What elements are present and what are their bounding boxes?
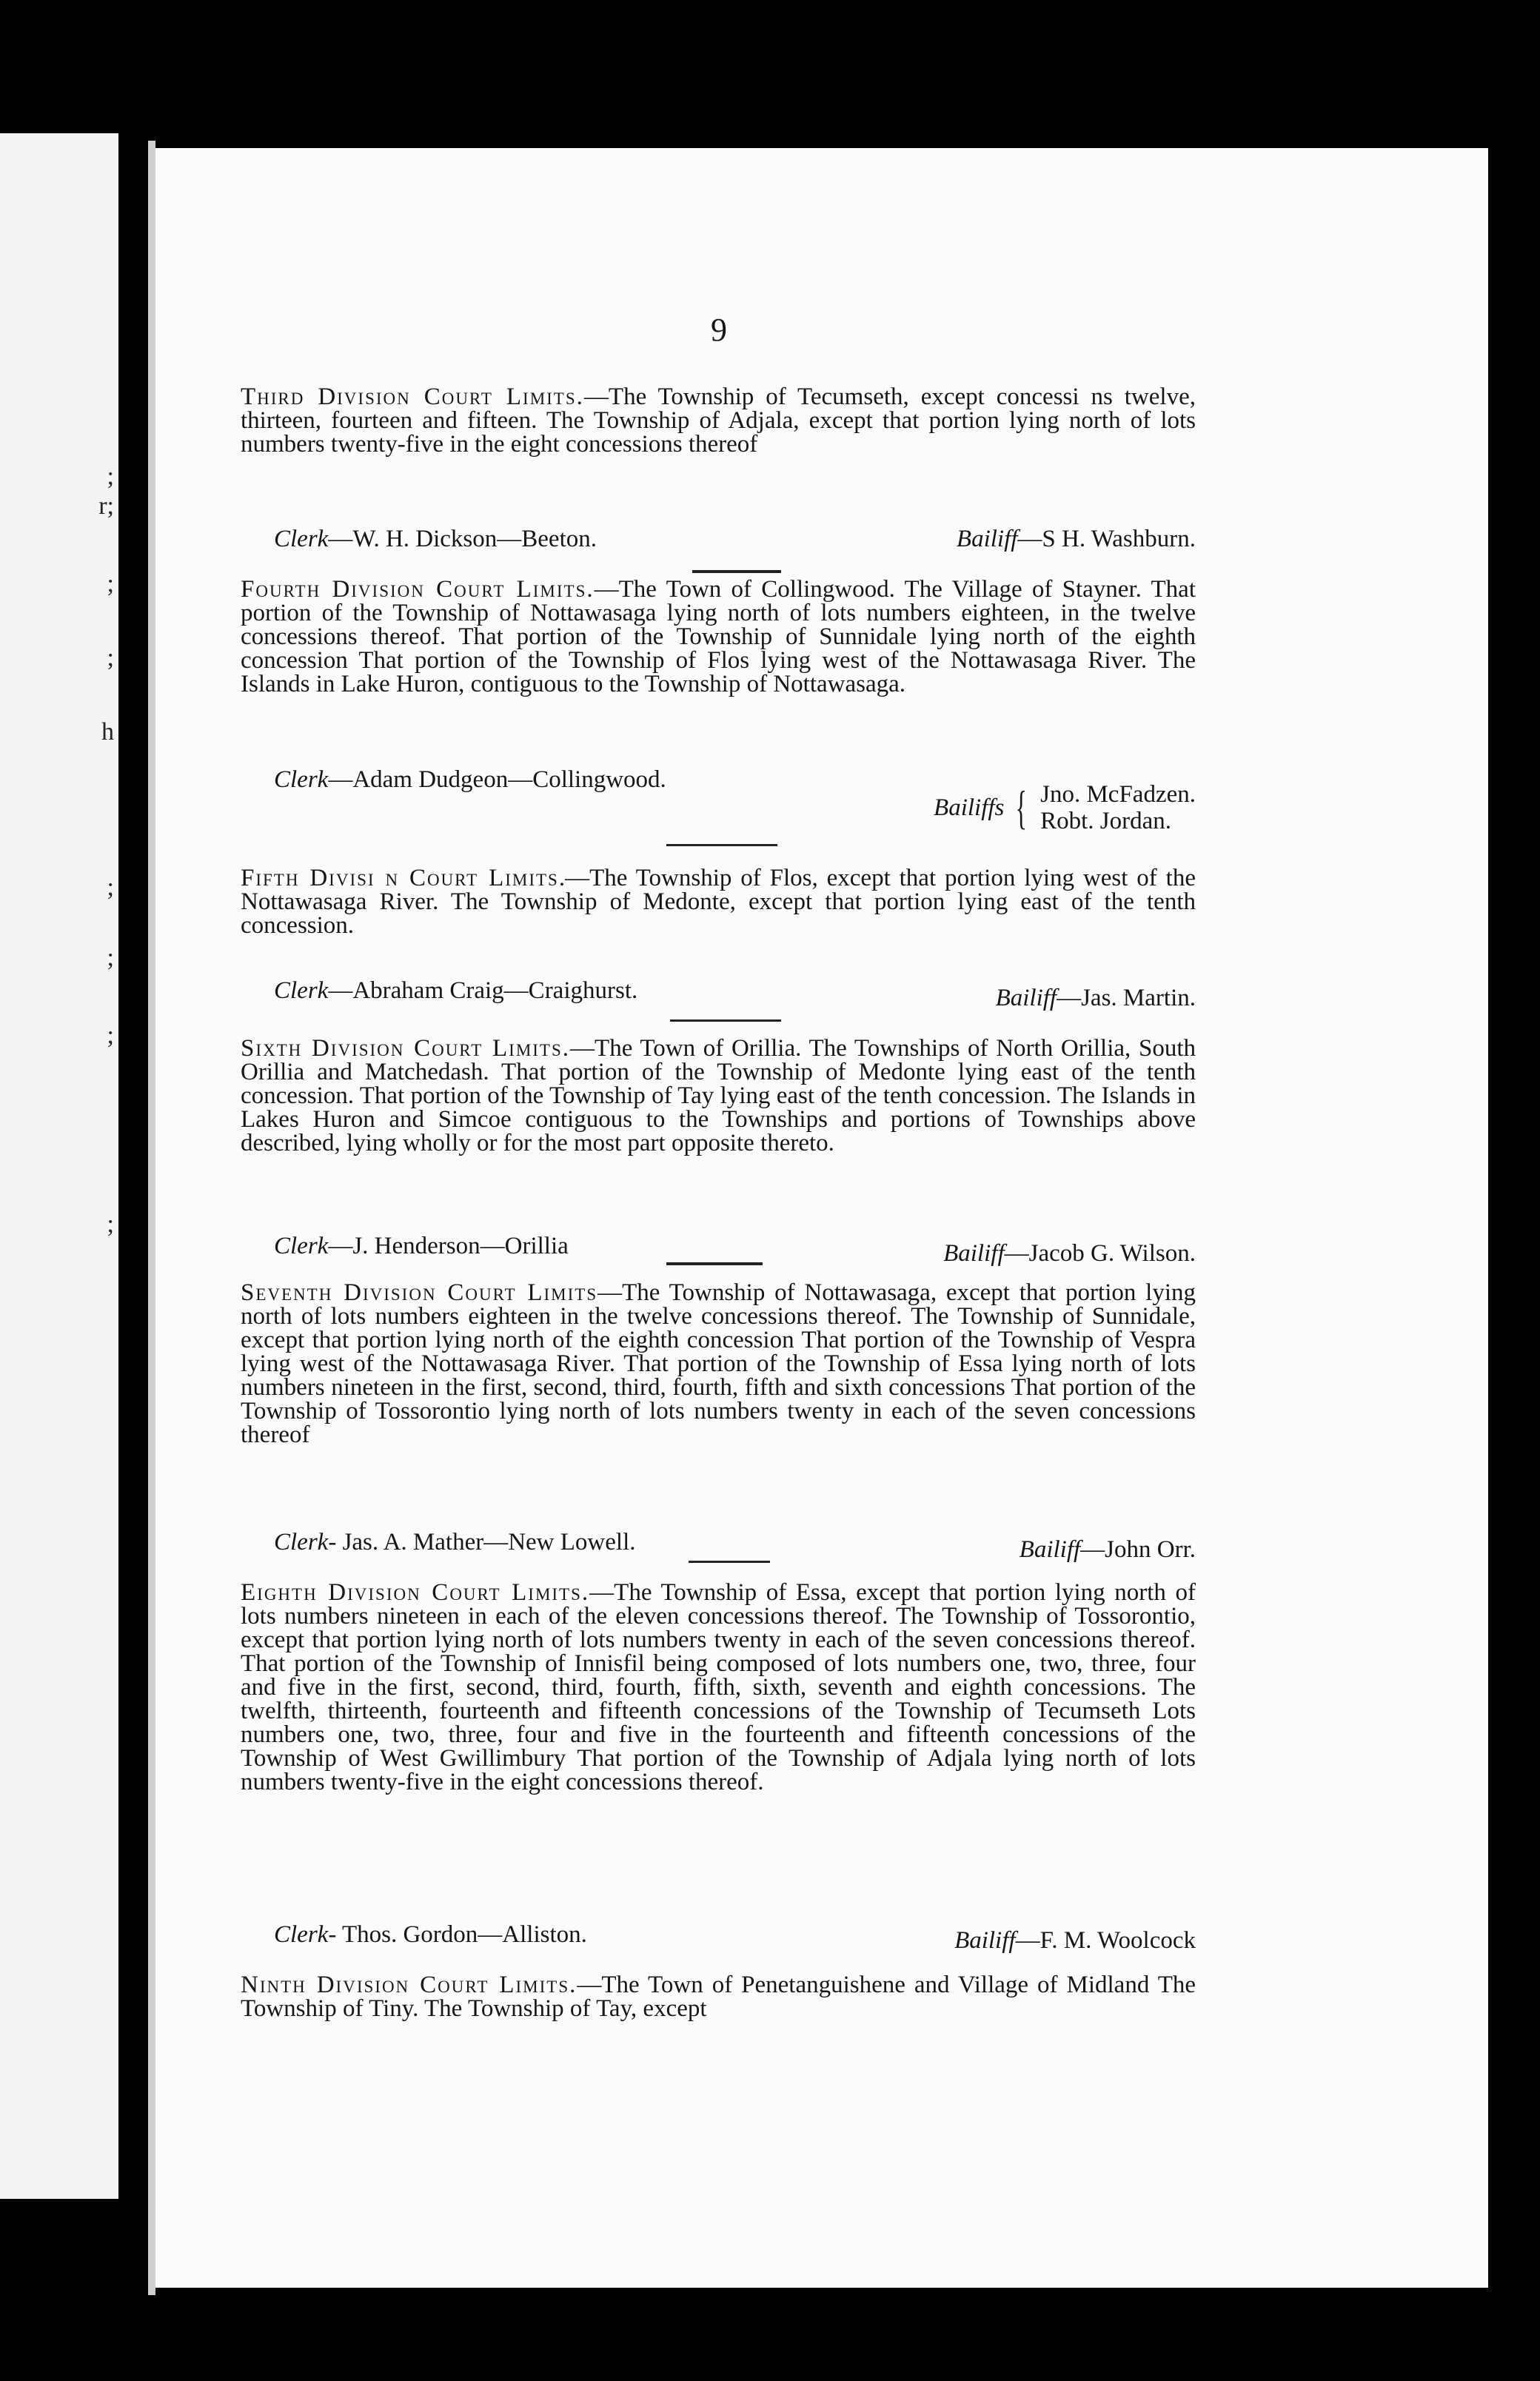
book-page xyxy=(155,148,1488,2288)
bailiff-label: Bailiff xyxy=(1019,1536,1081,1563)
section-seventh-division xyxy=(241,1281,1196,1447)
section-eighth-division xyxy=(241,1581,1196,1794)
section-divider xyxy=(666,1262,763,1265)
bailiff-name: —S H. Washburn. xyxy=(1017,526,1196,552)
section-divider xyxy=(666,844,777,846)
section-divider xyxy=(692,570,781,573)
bailiff-name: —Jas. Martin. xyxy=(1057,985,1196,1011)
section-body: —The Town of Orillia. The Townships of North Orillia, South Orillia and Matchedash. That portion of the Township of Medonte lying east of the tenth concession. That portion of the Township of Tay lying east of the tenth concession. The Islands in Lakes Huron and Simcoe contiguous to the Townships and portions of Townships above described, lying wholly or for the most part opposite thereto. xyxy=(241,1035,1196,1156)
officers-third-division xyxy=(274,526,1196,553)
bailiffs-group xyxy=(934,781,1196,834)
margin-mark: ; xyxy=(107,463,114,490)
section-heading: Seventh Division Court Limits xyxy=(241,1279,598,1306)
margin-mark: ; xyxy=(107,874,114,901)
section-body: —The Township of Tecumseth, except concessi ns twelve, thirteen, fourteen and fifteen. The Township of Adjala, except that portion lying north of lots numbers twenty-five in the eight concessions thereof xyxy=(241,384,1196,458)
left-page-fragment xyxy=(0,133,118,2199)
section-heading: Eighth Division Court Limits. xyxy=(241,1579,590,1606)
clerk-name: - Thos. Gordon—Alliston. xyxy=(328,1921,587,1948)
clerk-label: Clerk xyxy=(274,766,329,793)
clerk-label: Clerk xyxy=(274,1529,329,1555)
clerk-label: Clerk xyxy=(274,1921,329,1948)
clerk-name: —Abraham Craig—Craighurst. xyxy=(328,977,638,1004)
officers-seventh-division xyxy=(274,1529,1196,1564)
section-heading: Fifth Divisi n Court Limits xyxy=(241,865,559,891)
section-body: .—The Township of Flos, except that portion lying west of the Nottawasaga River. The Township of Medonte, except that portion lying east of the tenth concession. xyxy=(241,865,1196,939)
section-heading: Fourth Division Court Limits. xyxy=(241,576,595,603)
margin-mark: ; xyxy=(107,944,114,971)
section-body: —The Township of Essa, except that portion lying north of lots numbers nineteen in each of the eleven concessions thereof. The Township of Tossorontio, except that portion lying north of lots numbers twenty in each of the seven concessions thereof. That portion of the Township of Innisfil being composed of lots numbers one, two, three, four and five in the first, second, third, fourth, fifth, sixth, seventh and eighth concessions. The twelfth, thirteenth, fourteenth and fifteenth concessions of the Township of Tecumseth Lots numbers one, two, three, four and five in the fourteenth and fifteenth concessions of the Township of West Gwillimbury That portion of the Township of Adjala lying north of lots numbers twenty-five in the eight concessions thereof. xyxy=(241,1579,1196,1795)
bailiff-label: Bailiff xyxy=(956,526,1018,552)
section-divider xyxy=(670,1019,781,1022)
margin-mark: ; xyxy=(107,1210,114,1238)
officers-fourth-division xyxy=(274,766,1196,834)
bailiff-label: Bailiff xyxy=(943,1240,1005,1267)
clerk-label: Clerk xyxy=(274,1233,329,1259)
section-sixth-division xyxy=(241,1037,1196,1155)
section-ninth-division xyxy=(241,1973,1196,2020)
section-body: —The Town of Collingwood. The Village of Stayner. That portion of the Township of Nottawasaga lying north of lots numbers eighteen, in the twelve concessions thereof. That portion of the Township of Sunnidale lying north of the eighth concession That portion of the Township of Flos lying west of the Nottawasaga River. The Islands in Lake Huron, contiguous to the Township of Nottawasaga. xyxy=(241,576,1196,697)
brace-icon: { xyxy=(1016,781,1028,834)
margin-mark: ; xyxy=(107,644,114,672)
bailiff-label: Bailiff xyxy=(995,985,1057,1011)
clerk-name: —W. H. Dickson—Beeton. xyxy=(328,526,597,552)
clerk-name: —J. Henderson—Orillia xyxy=(328,1233,569,1259)
section-body: —The Town of Penetanguishene and Village of Midland The Township of Tiny. The Township of Tay, except xyxy=(241,1972,1196,2022)
bailiff-name: —Jacob G. Wilson. xyxy=(1004,1240,1196,1267)
section-divider xyxy=(689,1561,770,1563)
bailiff-name: Jno. McFadzen. xyxy=(1040,781,1196,808)
bailiff-label: Bailiff xyxy=(954,1927,1016,1954)
section-fourth-division xyxy=(241,577,1196,696)
clerk-name: —Adam Dudgeon—Collingwood. xyxy=(328,766,666,793)
page-number: 9 xyxy=(711,312,727,348)
margin-mark: h xyxy=(101,718,114,746)
bailiff-label: Bailiffs xyxy=(934,794,1005,821)
margin-mark: r; xyxy=(98,492,114,520)
page-spine xyxy=(148,141,155,2295)
clerk-label: Clerk xyxy=(274,526,329,552)
section-third-division xyxy=(241,385,1196,456)
section-fifth-division xyxy=(241,866,1196,937)
margin-mark: ; xyxy=(107,570,114,597)
section-heading: Sixth Division Court Limits. xyxy=(241,1035,571,1062)
officers-eighth-division xyxy=(274,1921,1196,1955)
section-heading: Ninth Division Court Limits. xyxy=(241,1972,578,1998)
section-body: —The Township of Nottawasaga, except that portion lying north of lots numbers eighteen in the twelve concessions thereof. The Township of Sunnidale, except that portion lying north of the eighth concession That portion of the Township of Vespra lying west of the Nottawasaga River. That portion of the Township of Essa lying north of lots numbers nineteen in the first, second, third, fourth, fifth and sixth concessions That portion of the Township of Tossorontio lying north of lots numbers twenty in each of the seven concessions thereof xyxy=(241,1279,1196,1448)
bailiff-name: —John Orr. xyxy=(1080,1536,1196,1563)
bailiff-name: —F. M. Woolcock xyxy=(1015,1927,1196,1954)
clerk-name: - Jas. A. Mather—New Lowell. xyxy=(328,1529,636,1555)
officers-fifth-division xyxy=(274,977,1196,1012)
section-heading: Third Division Court Limits. xyxy=(241,384,584,410)
bailiff-name: Robt. Jordan. xyxy=(1040,808,1172,834)
margin-mark: ; xyxy=(107,1022,114,1049)
clerk-label: Clerk xyxy=(274,977,329,1004)
